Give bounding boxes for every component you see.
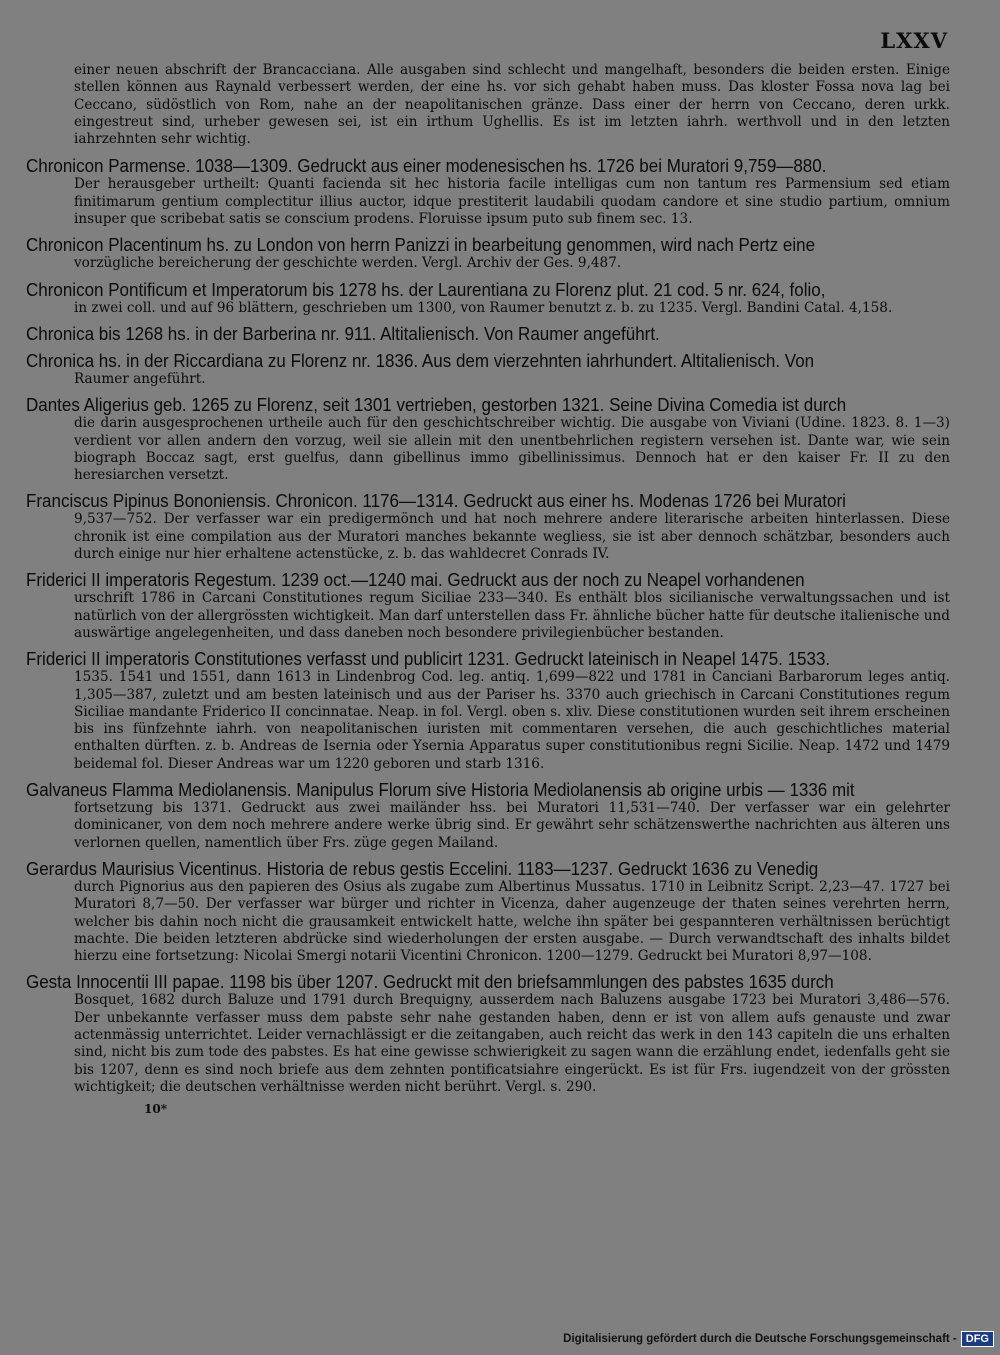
entry: [26, 350, 950, 388]
entry-heading: Chronicon Placentinum hs. zu London von herrn Panizzi in bearbeitung genommen, wird nach Pertz eine: [26, 235, 816, 256]
digitization-footer: [563, 1331, 994, 1347]
entry-heading: Chronica bis 1268 hs. in der Barberina nr. 911. Altitalienisch. Von Raumer angeführt.: [26, 324, 660, 345]
entry-heading: Dantes Aligerius geb. 1265 zu Florenz, seit 1301 vertrieben, gestorben 1321. Seine Divina Comedia ist durch: [26, 395, 847, 416]
entry-heading: Galvaneus Flamma Mediolanensis. Manipulus Florum sive Historia Mediolanensis ab origine urbis — 1336 mit: [26, 780, 855, 801]
entry-heading: Gerardus Maurisius Vicentinus. Historia de rebus gestis Eccelini. 1183—1237. Gedruckt 1636 zu Venedig: [26, 858, 819, 880]
page-number: LXXV: [880, 28, 948, 53]
entry-body: durch Pignorius aus den papieren des Osius als zugabe zum Albertinus Mussatus. 1710 in Leibnitz Script. 2,23—47. 1727 bei Muratori 8,7—50. Der verfasser war bürger und richter in Vicenza, daher augenzeuge der thaten seines verehrten herrn, welcher bis dahin noch nicht die grausamkeit entwickelt hatte, welche ihn später bei gespannteren verhältnissen berüchtigt machte. Die beiden letzteren abdrücke sind wiederholungen der ersten ausgabe. — Durch verwandtschaft des inhalts bildet hierzu eine fortsetzung: Nicolai Smergi notarii Vicentini Chronicon. 1200—1279. Gedruckt bei Muratori 8,97—108.: [74, 878, 950, 965]
entry-body: die darin ausgesprochenen urtheile auch für den geschichtschreiber wichtig. Die ausgabe von Viviani (Udine. 1823. 8. 1—3) verdient vor allen andern den vorzug, weil sie allein mit den unentbehrlichen registern versehen ist. Dante war, wie sein biograph Boccaz sagt, erst guelfus, dann gibellinus immo gibellinissimus. Dennoch hat er den kaiser Fr. II zu den heresiarchen versetzt.: [74, 415, 950, 484]
entry-heading: Friderici II imperatoris Constitutiones verfasst und publicirt 1231. Gedruckt lateinisch in Neapel 1475. 1533.: [26, 649, 831, 670]
entry-body: Der herausgeber urtheilt: Quanti facienda sit hec historia facile intelligas cum non tantum res Parmensium sed etiam finitimarum gentium complectitur illius auctor, idque prestiterit laudabili quodam candore et sine studio partium, omnium insuper que scribebat satis se conscium prodens. Floruisse ipsum puto sub finem sec. 13.: [74, 176, 950, 228]
entry-heading: Franciscus Pipinus Bononiensis. Chronicon. 1176—1314. Gedruckt aus einer hs. Modenas 1726 bei Muratori: [26, 491, 846, 512]
entry: [26, 971, 950, 1096]
entry-heading: Friderici II imperatoris Regestum. 1239 oct.—1240 mai. Gedruckt aus der noch zu Neapel vorhandenen: [26, 570, 805, 591]
continuation-paragraph: einer neuen abschrift der Brancacciana. Alle ausgaben sind schlecht und mangelhaft, besonders die beiden ersten. Einige stellen können aus Raynald verbessert werden, der eine hs. vor sich gehabt haben muss. Das kloster Fossa nova lag bei Ceccano, südöstlich von Rom, nahe an der neapolitanischen gränze. Dass einer der herrn von Ceccano, deren urkk. eingestreut sind, urheber gewesen sei, ist ein irthum Ughellis. Es ist im letzten iahrh. werthvoll und in den letzten iahrzehnten sehr wichtig.: [74, 62, 950, 148]
entry-heading: Chronicon Pontificum et Imperatorum bis 1278 hs. der Laurentiana zu Florenz plut. 21 cod. 5 nr. 624, folio,: [26, 279, 826, 300]
entry-body: Raumer angeführt.: [74, 370, 206, 387]
entry-body: in zwei coll. und auf 96 blättern, geschrieben um 1300, von Raumer benutzt z. b. zu 1235. Vergl. Bandini Catal. 4,158.: [74, 299, 893, 316]
entry: [26, 279, 950, 317]
entry: [26, 858, 950, 965]
page-content: [26, 62, 950, 1116]
entry-body: fortsetzung bis 1371. Gedruckt aus zwei mailänder hss. bei Muratori 11,531—740. Der verfasser war ein gelehrter dominicaner, von dem noch mehrere andere werke übrig sind. Er gewährt sehr schätzenswerthe nachrichten aus älteren uns verlornen quellen, namentlich über Frs. züge gegen Mailand.: [74, 800, 950, 851]
footer-text: Digitalisierung gefördert durch die Deutsche Forschungsgemeinschaft -: [563, 1333, 957, 1345]
entry-body: 1535. 1541 und 1551, dann 1613 in Lindenbrog Cod. leg. antiq. 1,699—822 und 1781 in Canciani Barbarorum leges antiq. 1,305—387, zuletzt und am besten lateinisch und aus der Pariser hs. 3370 auch griechisch in Carcani Constitutiones regum Siciliae mandante Friderico II concinnatae. Neap. in fol. Vergl. oben s. xliv. Diese constitutionen wurden seit ihrem erscheinen bis ins fünfzehnte iahrh. von neapolitanischen iuristen mit commentaren versehen, die auch geschichtliches material enthalten dürften. z. b. Andreas de Isernia oder Ysernia Apparatus super constitutionibus regni Sicilie. Neap. 1472 und 1479 beidemal fol. Dieser Andreas war um 1220 geboren und starb 1316.: [74, 669, 950, 772]
entry-body: Bosquet, 1682 durch Baluze und 1791 durch Brequigny, ausserdem nach Baluzens ausgabe 1723 bei Muratori 3,486—576. Der unbekannte verfasser muss dem pabste sehr nahe gestanden haben, denn er ist von allem aufs genauste und zwar actenmässig unterrichtet. Leider vernachlässigt er die zeitangaben, auch reicht das werk in den 143 capiteln die uns erhalten sind, nicht bis zum tode des pabstes. Es hat eine gewisse schwierigkeit zu sagen wann die erzählung endet, iedenfalls geht sie bis 1207, denn es sind noch briefe aus dem zehnten pontificatsiahre eingerückt. Es ist für Frs. iugendzeit von der grössten wichtigkeit; die deutschen verhältnisse werden nicht berührt. Vergl. s. 290.: [74, 992, 950, 1095]
entry-heading: Gesta Innocentii III papae. 1198 bis über 1207. Gedruckt mit den briefsammlungen des pabstes 1635 durch: [26, 972, 834, 993]
entry-heading: Chronica hs. in der Riccardiana zu Florenz nr. 1836. Aus dem vierzehnten iahrhundert. Altitalienisch. Von: [26, 351, 815, 372]
entry-heading: Chronicon Parmense. 1038—1309. Gedruckt aus einer modenesischen hs. 1726 bei Muratori 9,759—880.: [26, 156, 827, 177]
entry: [26, 234, 950, 272]
signature-mark: 10*: [144, 1102, 167, 1117]
entry-body: vorzügliche bereicherung der geschichte werden. Vergl. Archiv der Ges. 9,487.: [74, 255, 622, 272]
entry: [26, 394, 950, 484]
entry: [26, 648, 950, 773]
entry: [26, 569, 950, 642]
entry: [26, 155, 950, 228]
entry: [26, 323, 950, 344]
entry: [26, 490, 950, 563]
entry: [26, 779, 950, 852]
entry-body: 9,537—752. Der verfasser war ein predigermönch und hat noch mehrere andere literarische arbeiten hinterlassen. Diese chronik ist eine compilation aus der Muratori manches bekannte wegliess, sie ist aber dennoch schätzbar, besonders auch durch einige nur hier erhaltene actenstücke, z. b. das wahldecret Conrads IV.: [74, 511, 950, 563]
entry-body: urschrift 1786 in Carcani Constitutiones regum Siciliae 233—340. Es enthält blos sicilianische verwaltungssachen und ist natürlich von der allergrössten wichtigkeit. Man darf unterstellen dass Fr. ähnliche bücher hatte für deutsche italienische und auswärtige angelegenheiten, und dass daneben noch besondere privilegienbücher bestanden.: [74, 590, 950, 641]
dfg-logo: DFG: [961, 1331, 994, 1347]
